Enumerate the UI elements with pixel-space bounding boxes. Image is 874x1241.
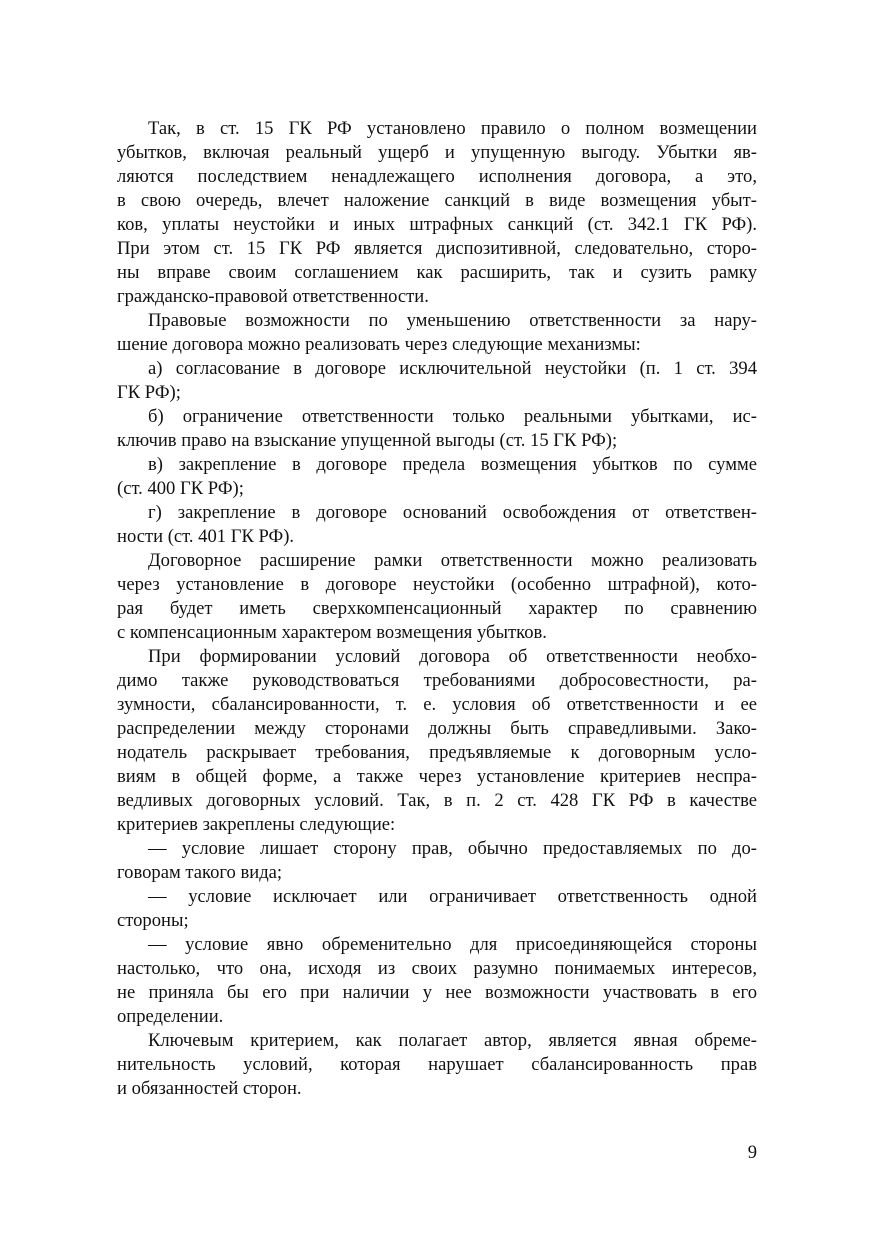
text-line: нительность условий, которая нарушает сбалансированность прав [117, 1054, 757, 1075]
list-item-line: ности (ст. 401 ГК РФ). [117, 526, 295, 547]
text-line: гражданско-правовой ответственности. [117, 286, 429, 307]
text-line: ведливых договорных условий. Так, в п. 2 ст. 428 ГК РФ в качестве [117, 790, 757, 811]
text-line: нодатель раскрывает требования, предъявляемые к договорным усло- [117, 742, 757, 763]
text-line: зумности, сбалансированности, т. е. условия об ответственности и ее [117, 694, 757, 715]
list-item-line: г) закрепление в договоре оснований освобождения от ответствен- [148, 502, 757, 523]
text-line: димо также руководствоваться требованиями добросовестности, ра- [117, 670, 757, 691]
list-item-line: стороны; [117, 910, 189, 931]
body-text [117, 117, 757, 1101]
page-number: 9 [747, 1142, 757, 1163]
list-item-line: настолько, что она, исходя из своих разумно понимаемых интересов, [117, 958, 757, 979]
text-line: При формировании условий договора об ответственности необхо- [148, 646, 757, 667]
text-line: шение договора можно реализовать через следующие механизмы: [117, 334, 641, 355]
list-item-line: б) ограничение ответственности только реальными убытками, ис- [148, 406, 757, 427]
text-line: рая будет иметь сверхкомпенсационный характер по сравнению [117, 598, 757, 619]
text-line: виям в общей форме, а также через установление критериев неспра- [117, 766, 757, 787]
text-line: При этом ст. 15 ГК РФ является диспозитивной, следовательно, сторо- [117, 238, 757, 259]
text-line: ны вправе своим соглашением как расширить, так и сузить рамку [117, 262, 757, 283]
text-line: Так, в ст. 15 ГК РФ установлено правило о полном возмещении [148, 118, 757, 139]
text-line: в свою очередь, влечет наложение санкций в виде возмещения убыт- [117, 190, 757, 211]
text-line: Правовые возможности по уменьшению ответственности за нару- [148, 310, 757, 331]
list-item-line: не приняла бы его при наличии у нее возможности участвовать в его [117, 982, 757, 1003]
list-item-line: в) закрепление в договоре предела возмещения убытков по сумме [148, 454, 757, 475]
text-line: распределении между сторонами должны быть справедливыми. Зако- [117, 718, 757, 739]
text-line: убытков, включая реальный ущерб и упущенную выгоду. Убытки яв- [117, 142, 757, 163]
list-item-line: ГК РФ); [117, 382, 181, 403]
text-line: через установление в договоре неустойки (особенно штрафной), кото- [117, 574, 757, 595]
list-item-line: а) согласование в договоре исключительной неустойки (п. 1 ст. 394 [148, 358, 757, 379]
list-item-line: — условие лишает сторону прав, обычно предоставляемых по до- [148, 838, 757, 859]
list-item-line: ключив право на взыскание упущенной выгоды (ст. 15 ГК РФ); [117, 430, 618, 451]
list-item-line: говорам такого вида; [117, 862, 283, 883]
text-line: ляются последствием ненадлежащего исполнения договора, а это, [117, 166, 757, 187]
text-line: ков, уплаты неустойки и иных штрафных санкций (ст. 342.1 ГК РФ). [117, 214, 757, 235]
text-line: Ключевым критерием, как полагает автор, является явная обреме- [148, 1030, 757, 1051]
list-item-line: — условие явно обременительно для присоединяющейся стороны [148, 934, 757, 955]
text-line: критериев закреплены следующие: [117, 814, 396, 835]
text-line: Договорное расширение рамки ответственности можно реализовать [148, 550, 757, 571]
text-line: с компенсационным характером возмещения убытков. [117, 622, 547, 643]
list-item-line: (ст. 400 ГК РФ); [117, 478, 244, 499]
text-line: и обязанностей сторон. [117, 1078, 302, 1099]
list-item-line: — условие исключает или ограничивает ответственность одной [148, 886, 757, 907]
list-item-line: определении. [117, 1006, 224, 1027]
